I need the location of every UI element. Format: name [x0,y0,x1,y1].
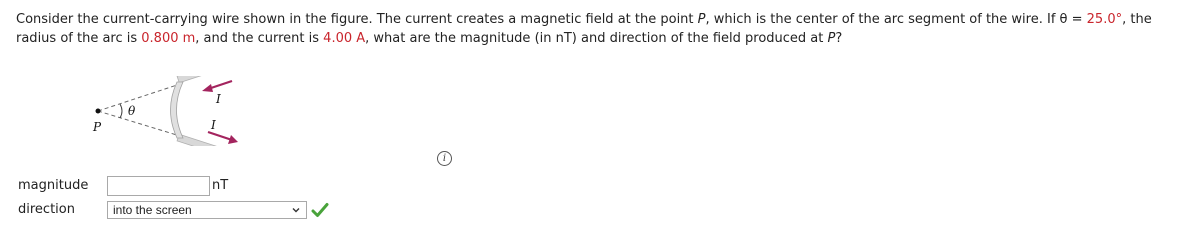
theta-value: 25.0° [1086,12,1123,27]
dashed-radius-bottom [98,111,180,136]
info-icon[interactable]: i [437,151,452,166]
radius-value: 0.800 m [141,31,196,46]
point-p-label: P [93,120,102,134]
wire-figure [80,76,250,146]
direction-selected-value: into the screen [113,203,192,217]
current-arrow-top-head [202,84,213,92]
wire-arc-segment [171,82,184,138]
question-part-2: , which is the center of the arc segment of the wire. If θ = [705,12,1087,27]
dashed-radius-top [98,84,180,111]
question-part-5: , what are the magnitude (in nT) and direction of the field produced at [365,31,828,46]
question-part-6: ? [835,31,843,46]
direction-label: direction [18,202,75,217]
question-part-3: , the radius of the arc is [16,12,1152,46]
checkmark-icon [311,202,329,218]
current-arrow-bottom-head [228,135,238,144]
magnitude-unit: nT [212,178,229,193]
question-part-1: Consider the current-carrying wire shown in the figure. The current creates a magnetic field at the point [16,12,698,27]
point-p-ref-2: P [827,31,836,46]
angle-arc [120,104,122,118]
magnitude-label: magnitude [18,178,89,193]
current-label-bottom: I [211,118,216,132]
point-p-dot [96,109,101,114]
current-arrow-bottom-line [208,132,232,140]
theta-label: θ [128,104,136,118]
current-value: 4.00 A [323,31,366,46]
question-part-4: , and the current is [195,31,324,46]
point-p-ref-1: P [697,12,706,27]
chevron-down-icon [291,205,301,215]
direction-select[interactable] [107,201,307,219]
magnitude-input[interactable] [107,176,210,196]
wire-segment-top [177,76,243,83]
question-text [16,10,1186,48]
current-label-top: I [216,92,221,106]
